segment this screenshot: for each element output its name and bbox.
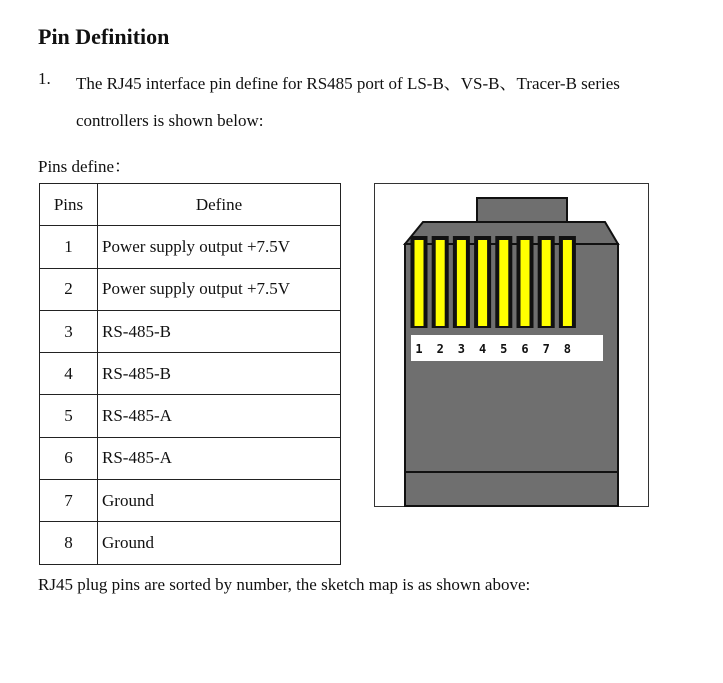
pin-number: 3 bbox=[40, 310, 98, 352]
item-text-line-1: The RJ45 interface pin define for RS485 port of LS-B、VS-B、Tracer-B series bbox=[76, 74, 620, 93]
pin-number-label: 3 bbox=[457, 342, 466, 356]
pin-number-label: 7 bbox=[542, 342, 550, 356]
page-title: Pin Definition bbox=[38, 24, 170, 49]
pin-number: 4 bbox=[40, 353, 98, 395]
pin-define: RS-485-A bbox=[98, 437, 341, 479]
pin-define: RS-485-B bbox=[98, 310, 341, 352]
pin-number-label: 1 bbox=[415, 342, 423, 356]
pin-contact bbox=[563, 240, 572, 326]
pin-contact bbox=[521, 240, 530, 326]
table-row bbox=[40, 522, 341, 564]
pin-define: RS-485-B bbox=[98, 353, 341, 395]
pin-number: 8 bbox=[40, 522, 98, 564]
plug-base bbox=[405, 472, 618, 506]
table-row bbox=[40, 437, 341, 479]
pin-define: Ground bbox=[98, 480, 341, 522]
pin-number-label: 8 bbox=[563, 342, 572, 356]
pin-number-label: 4 bbox=[478, 342, 487, 356]
table-row bbox=[40, 395, 341, 437]
pin-contact bbox=[499, 240, 508, 326]
pin-definition-table bbox=[39, 183, 341, 565]
pin-number: 5 bbox=[40, 395, 98, 437]
item-number: 1. bbox=[38, 69, 51, 88]
pin-number-label: 5 bbox=[500, 342, 508, 356]
table-header-row bbox=[40, 184, 341, 226]
item-text-line-2: controllers is shown below: bbox=[76, 111, 264, 130]
table-row bbox=[40, 226, 341, 268]
pins-define-label: Pins define： bbox=[38, 157, 132, 176]
pin-number: 6 bbox=[40, 437, 98, 479]
table-row bbox=[40, 353, 341, 395]
pin-number: 1 bbox=[40, 226, 98, 268]
pin-define: RS-485-A bbox=[98, 395, 341, 437]
table-row bbox=[40, 268, 341, 310]
pin-number-label: 6 bbox=[521, 342, 529, 356]
header-pins: Pins bbox=[40, 184, 98, 226]
rj45-plug-illustration bbox=[375, 184, 650, 508]
pin-number: 7 bbox=[40, 480, 98, 522]
pin-contact bbox=[415, 240, 424, 326]
pin-contact bbox=[542, 240, 551, 326]
caption-text: RJ45 plug pins are sorted by number, the sketch map is as shown above: bbox=[38, 575, 531, 594]
pin-define: Power supply output +7.5V bbox=[98, 268, 341, 310]
pin-contact bbox=[436, 240, 445, 326]
table-row bbox=[40, 310, 341, 352]
pin-define: Ground bbox=[98, 522, 341, 564]
rj45-plug-diagram bbox=[374, 183, 649, 507]
pin-contact bbox=[457, 240, 466, 326]
pin-define: Power supply output +7.5V bbox=[98, 226, 341, 268]
pin-number: 2 bbox=[40, 268, 98, 310]
latch-tab bbox=[477, 198, 567, 222]
header-define: Define bbox=[98, 184, 341, 226]
table-row bbox=[40, 480, 341, 522]
pin-contact bbox=[478, 240, 487, 326]
pin-number-label: 2 bbox=[436, 342, 444, 356]
